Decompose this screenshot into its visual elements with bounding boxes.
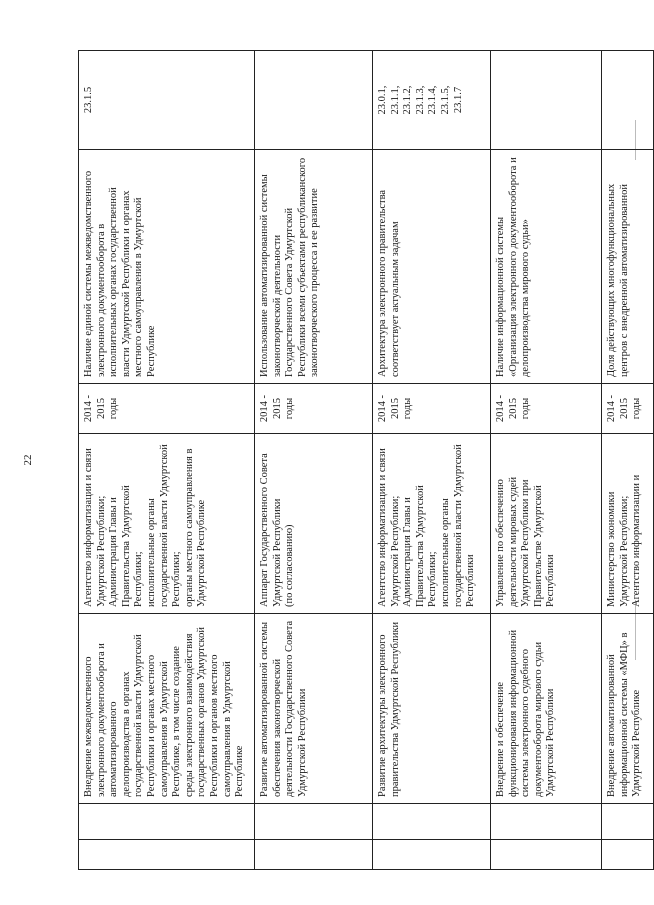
row-number-cell [373, 840, 490, 870]
blank-cell [255, 804, 372, 840]
indicator-cell: Наличие единой системы межведомственного электронного документооборота в исполнительных органах государственной власти Удмуртской Республики и органах местного самоуправления в Удмуртской Республике [79, 150, 254, 384]
row-number-cell [491, 840, 601, 870]
blank-cell [373, 804, 490, 840]
indicator-code-cell [491, 50, 601, 150]
indicator-cell: Архитектура электронного правительства соответствует актуальным задачам [373, 150, 490, 384]
term-cell: 2014 - 2015 годы [602, 384, 653, 434]
row-number-cell [79, 840, 254, 870]
measures-table [48, 50, 643, 870]
indicator-cell: Использование автоматизированной системы законотворческой деятельности Государственного Совета Удмуртской Республики всеми субъектами республиканского законотворческого процесса и ее развитие [255, 150, 372, 384]
executors-cell: Управление по обеспечению деятельности мировых судей Удмуртской Республики при Правительстве Удмуртской Республики [491, 434, 601, 614]
table-row [602, 50, 654, 870]
row-number-cell [255, 840, 372, 870]
measure-cell: Развитие архитектуры электронного правительства Удмуртской Республики [373, 614, 490, 804]
row-number-cell [602, 840, 653, 870]
indicator-cell: Наличие информационной системы «Организация электронного документооборота и делопроизводства мирового судьи» [491, 150, 601, 384]
table-row [373, 50, 491, 870]
executors-cell: Агентство информатизации и связи Удмуртской Республики; Администрация Главы и Правительства Удмуртской Республики; исполнительные органы государственной власти Удмуртской Республики [373, 434, 490, 614]
indicator-code-cell [602, 50, 653, 150]
measure-cell: Развитие автоматизированной системы обеспечения законотворческой деятельности Государственного Совета Удмуртской Республики [255, 614, 372, 804]
term-cell: 2014 - 2015 годы [79, 384, 254, 434]
term-cell: 2014 - 2015 годы [491, 384, 601, 434]
measure-cell: Внедрение и обеспечение функционирования информационной системы электронного судебного документооборота мирового судьи Удмуртской Республики [491, 614, 601, 804]
term-cell: 2014 - 2015 годы [255, 384, 372, 434]
table-body [78, 50, 654, 870]
indicator-code-cell [255, 50, 372, 150]
executors-cell: Министерство экономики Удмуртской Республики; Агентство информатизации и [602, 434, 653, 614]
executors-cell: Агентство информатизации и связи Удмуртской Республики; Администрация Главы и Правительства Удмуртской Республики; исполнительные органы государственной власти Удмуртской Республики; органы местного самоуправления в Удмуртской Республике [79, 434, 254, 614]
indicator-code-cell: 23.1.5 [79, 50, 254, 150]
blank-cell [491, 804, 601, 840]
term-cell: 2014 - 2015 годы [373, 384, 490, 434]
indicator-code-cell: 23.0.1, 23.1.1, 23.1.2, 23.1.3, 23.1.4, 23.1.5, 23.1.7 [373, 50, 490, 150]
measure-cell: Внедрение автоматизированной информационной системы «МФЦ» в Удмуртской Республике [602, 614, 653, 804]
table-row [491, 50, 602, 870]
blank-cell [602, 804, 653, 840]
measure-cell: Внедрение межведомственного электронного документооборота и автоматизированного делопроизводства в органах государственной власти Удмуртской Республики и органах местного самоуправления в Удмуртской Республике, в том числе создание среды электронного взаимодействия государственных органов Удмуртской Республики и органов местного самоуправления в Удмуртской Республике [79, 614, 254, 804]
table-row [255, 50, 373, 870]
executors-cell: Аппарат Государственного Совета Удмуртской Республики (по согласованию) [255, 434, 372, 614]
blank-cell [79, 804, 254, 840]
table-row [79, 50, 255, 870]
page-number: 22 [22, 454, 34, 466]
indicator-cell: Доля действующих многофункциональных центров с внедренной автоматизированной [602, 150, 653, 384]
